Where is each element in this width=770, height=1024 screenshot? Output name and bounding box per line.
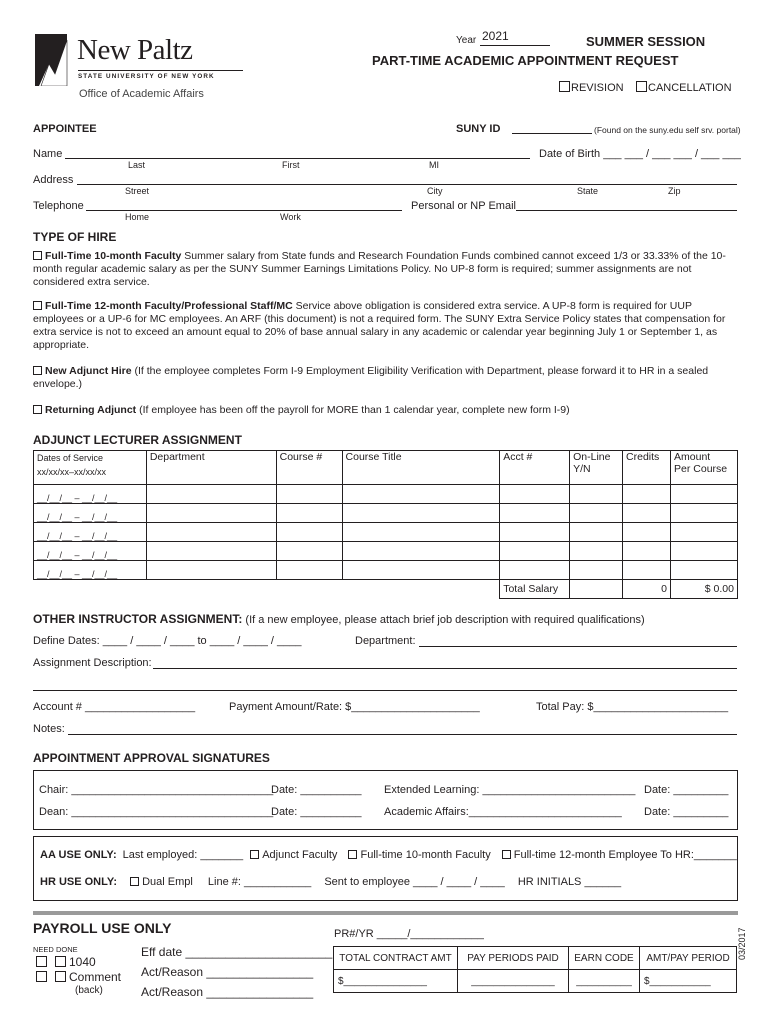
adjunct-table	[33, 450, 738, 599]
account-field[interactable]: Account # __________________	[33, 701, 196, 713]
telephone-label: Telephone	[33, 200, 84, 212]
table-row[interactable]	[34, 485, 738, 504]
earn-code-field[interactable]: __________	[569, 970, 640, 993]
mi-caption: MI	[429, 160, 439, 170]
table-row[interactable]	[34, 561, 738, 580]
ft10-checkbox[interactable]	[348, 850, 357, 859]
appointee-heading: APPOINTEE	[33, 123, 97, 135]
total-row	[34, 580, 738, 599]
back-note: (back)	[75, 985, 103, 996]
date-of-birth[interactable]: Date of Birth ___ ___ / ___ ___ / ___ ___	[539, 148, 741, 160]
dates-cell[interactable]: __/__/__ – __/__/__	[34, 523, 147, 542]
name-field[interactable]	[65, 158, 530, 159]
col-title: Course Title	[342, 451, 500, 485]
cancellation-checkbox[interactable]: CANCELLATION	[636, 81, 732, 94]
comment-row: Comment	[36, 970, 121, 984]
amt-pay-period-field[interactable]: $___________	[640, 970, 737, 993]
assignment-description-label: Assignment Description:	[33, 657, 152, 669]
hire-ft12-checkbox[interactable]	[33, 301, 42, 310]
hire-new-adjunct-checkbox[interactable]	[33, 366, 42, 375]
academic-affairs-signature[interactable]: Academic Affairs:_________________________	[384, 806, 622, 818]
sent-to-employee-field[interactable]: Sent to employee ____ / ____ / ____	[324, 876, 505, 888]
col-acct: Acct #	[500, 451, 570, 485]
payroll-value-row[interactable]	[334, 970, 737, 993]
approval-heading: APPOINTMENT APPROVAL SIGNATURES	[33, 751, 270, 765]
assignment-description-field-2[interactable]	[33, 690, 737, 691]
hire-option-new-adjunct[interactable]: New Adjunct Hire (If the employee completes Form I-9 Employment Eligibility Verification with Department, please forward it to HR in a sealed envelope.)	[33, 365, 709, 390]
act-reason-field-2[interactable]: Act/Reason ________________	[141, 985, 314, 999]
address-label: Address	[33, 174, 74, 186]
col-course: Course #	[276, 451, 342, 485]
payment-rate-field[interactable]: Payment Amount/Rate: $_____________________	[229, 701, 480, 713]
hire-ft10-checkbox[interactable]	[33, 251, 42, 260]
form-title-2: PART-TIME ACADEMIC APPOINTMENT REQUEST	[372, 53, 679, 68]
act-reason-field-1[interactable]: Act/Reason ________________	[141, 965, 314, 979]
new-paltz-logo-icon	[33, 34, 69, 86]
address-field[interactable]	[77, 184, 737, 185]
cancellation-box[interactable]	[636, 81, 647, 92]
department-field[interactable]	[419, 646, 737, 647]
office-use-box	[33, 836, 738, 901]
total-contract-field[interactable]: $_______________	[334, 970, 458, 993]
office-name: Office of Academic Affairs	[79, 88, 204, 100]
chair-date[interactable]: Date: __________	[271, 784, 362, 796]
hr-initials-field[interactable]: HR INITIALS ______	[517, 876, 622, 888]
email-field[interactable]	[516, 210, 737, 211]
year-value: 2021	[482, 29, 509, 43]
1040-need-checkbox[interactable]	[36, 956, 47, 967]
logo-name: New Paltz	[77, 34, 193, 66]
hire-option-ft12[interactable]: Full-Time 12-month Faculty/Professional Staff/MC Service above obligation is considered extra service. A UP-8 form is required for UUP employees or a UP-6 for MC employees. An ARF (this document) is not a required form. The SUNY Extra Service Policy states that compensation for extra service is not to exceed an amount equal to 20% of base annual salary in any academic or calendar year beginning July 1 or September 1, as appropriate.	[33, 300, 726, 351]
col-online: On-Line Y/N	[570, 451, 623, 485]
last-caption: Last	[128, 160, 146, 170]
col-department: Department	[146, 451, 276, 485]
notes-label: Notes:	[33, 723, 65, 735]
comment-done-checkbox[interactable]	[55, 971, 66, 982]
adjunct-faculty-checkbox[interactable]	[250, 850, 259, 859]
chair-signature[interactable]: Chair: _________________________________	[39, 784, 274, 796]
revision-checkbox[interactable]: REVISION	[559, 81, 624, 94]
comment-need-checkbox[interactable]	[36, 971, 47, 982]
eff-date-field[interactable]: Eff date ______________________	[141, 945, 333, 959]
logo-subtitle: STATE UNIVERSITY OF NEW YORK	[78, 73, 215, 80]
dates-cell[interactable]: __/__/__ – __/__/__	[34, 485, 147, 504]
total-pay-field[interactable]: Total Pay: $______________________	[536, 701, 729, 713]
col-amt-pay-period: AMT/PAY PERIOD	[640, 947, 737, 970]
email-label: Personal or NP Email	[411, 200, 516, 212]
adjunct-header-row	[34, 451, 738, 485]
total-salary-label: Total Salary	[500, 580, 570, 599]
pay-periods-field[interactable]: _______________	[458, 970, 569, 993]
zip-caption: Zip	[668, 186, 681, 196]
city-caption: City	[427, 186, 443, 196]
work-caption: Work	[280, 212, 301, 222]
last-employed-field[interactable]: Last employed: _______	[122, 849, 244, 861]
extended-learning-signature[interactable]: Extended Learning: _________________________	[384, 784, 636, 796]
table-row[interactable]	[34, 523, 738, 542]
hire-option-ft10[interactable]: Full-Time 10-month Faculty Summer salary from State funds and Research Foundation Funds combined cannot exceed 1/3 or 33.33% of the 10-month regular academic salary as per the SUNY Summer Earnings Limitations Policy. No UP-8 form is required; summer assignments are not considered extra service.	[33, 250, 726, 288]
hr-line-field[interactable]: Line #: ___________	[207, 876, 312, 888]
street-caption: Street	[125, 186, 150, 196]
suny-id-field[interactable]	[512, 133, 592, 134]
payroll-heading: PAYROLL USE ONLY	[33, 920, 172, 936]
suny-id-label: SUNY ID	[456, 123, 501, 135]
telephone-field[interactable]	[86, 210, 402, 211]
aa-use-row: AA USE ONLY: Last employed: _______ Adjunct Faculty Full-time 10-month Faculty Full-time 12-month Employee To HR:_______	[40, 849, 737, 861]
adjunct-heading: ADJUNCT LECTURER ASSIGNMENT	[33, 433, 242, 447]
dual-empl-checkbox[interactable]	[130, 877, 139, 886]
col-credits: Credits	[623, 451, 671, 485]
approval-box	[33, 770, 738, 830]
dates-cell[interactable]: __/__/__ – __/__/__	[34, 504, 147, 523]
form-date-code: 03/2017	[737, 927, 747, 960]
dates-cell[interactable]: __/__/__ – __/__/__	[34, 561, 147, 580]
1040-done-checkbox[interactable]	[55, 956, 66, 967]
revision-box[interactable]	[559, 81, 570, 92]
hr-use-row: HR USE ONLY: Dual Empl Line #: ___________ Sent to employee ____ / ____ / ____ HR INITIALS ______	[40, 876, 622, 888]
table-row[interactable]	[34, 504, 738, 523]
assignment-description-field[interactable]	[153, 668, 737, 669]
year-label: Year	[456, 35, 477, 46]
col-pay-periods: PAY PERIODS PAID	[458, 947, 569, 970]
need-label: NEED	[33, 945, 54, 954]
hire-returning-adjunct-checkbox[interactable]	[33, 405, 42, 414]
state-caption: State	[577, 186, 599, 196]
col-earn-code: EARN CODE	[569, 947, 640, 970]
col-amount: Amount Per Course	[671, 451, 738, 485]
total-amount: $ 0.00	[671, 580, 738, 599]
academic-affairs-date[interactable]: Date: _________	[644, 806, 729, 818]
home-caption: Home	[125, 212, 150, 222]
pr-yr-field[interactable]: PR#/YR _____/____________	[334, 928, 484, 940]
form-1040-row: 1040	[36, 955, 96, 969]
col-total-contract: TOTAL CONTRACT AMT	[334, 947, 458, 970]
payroll-table	[333, 946, 737, 993]
ft12-checkbox[interactable]	[502, 850, 511, 859]
col-dates: Dates of Service xx/xx/xx–xx/xx/xx	[34, 451, 147, 485]
dates-cell[interactable]: __/__/__ – __/__/__	[34, 542, 147, 561]
dean-date[interactable]: Date: __________	[271, 806, 362, 818]
hire-option-returning-adjunct[interactable]: Returning Adjunct (If employee has been off the payroll for MORE than 1 calendar year, complete new form I-9)	[33, 404, 738, 417]
done-label: DONE	[56, 945, 78, 954]
department-label: Department:	[355, 635, 416, 647]
other-assignment-heading: OTHER INSTRUCTOR ASSIGNMENT: (If a new employee, please attach brief job description with required qualifications)	[33, 612, 645, 626]
define-dates[interactable]: Define Dates: ____ / ____ / ____ to ____ / ____ / ____	[33, 635, 302, 647]
type-of-hire-heading: TYPE OF HIRE	[33, 230, 117, 244]
extended-learning-date[interactable]: Date: _________	[644, 784, 729, 796]
name-label: Name	[33, 148, 63, 160]
total-credits: 0	[623, 580, 671, 599]
form-title-1: SUMMER SESSION	[586, 34, 706, 49]
payroll-header-row	[334, 947, 737, 970]
table-row[interactable]	[34, 542, 738, 561]
dean-signature[interactable]: Dean: _________________________________	[39, 806, 274, 818]
notes-field[interactable]	[68, 734, 737, 735]
suny-id-note: (Found on the suny.edu self srv. portal)	[594, 125, 741, 135]
first-caption: First	[282, 160, 300, 170]
